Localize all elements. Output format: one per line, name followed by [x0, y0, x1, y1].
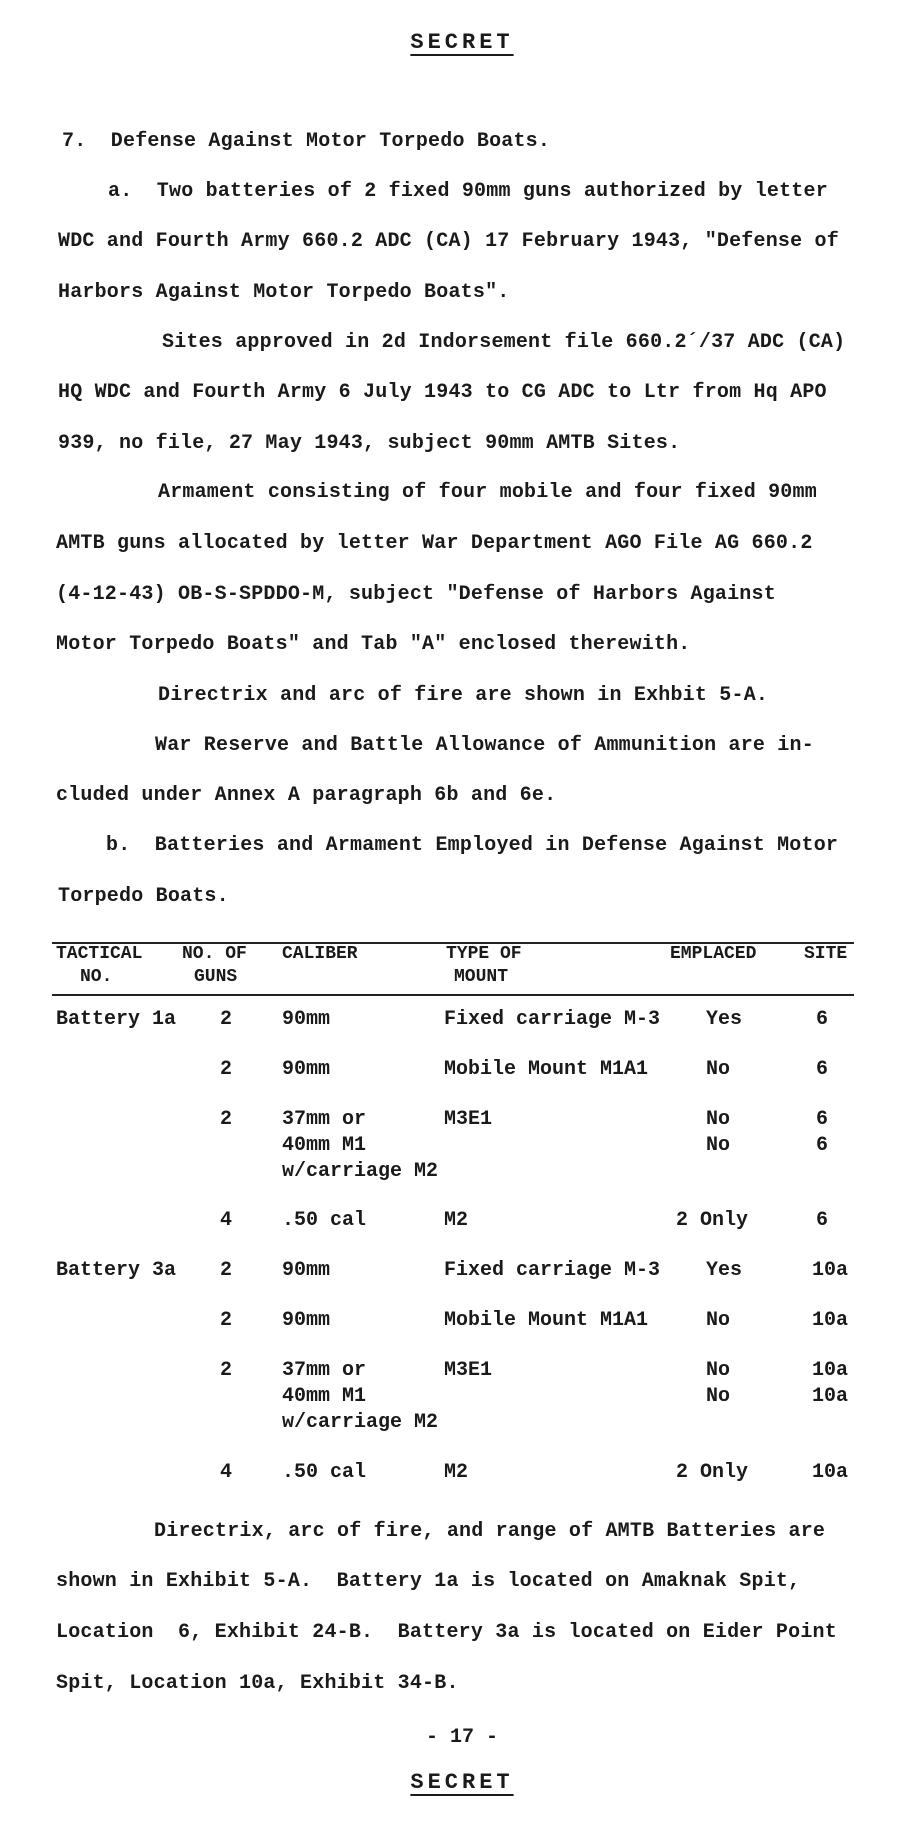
paragraph-line: WDC and Fourth Army 660.2 ADC (CA) 17 February 1943, "Defense of	[58, 230, 839, 253]
table-cell-guns: 4	[220, 1209, 233, 1232]
paragraph-line: (4-12-43) OB-S-SPDDO-M, subject "Defense of Harbors Against	[56, 583, 776, 606]
table-cell-mount: M2	[444, 1461, 469, 1484]
table-cell-site: 6	[816, 1058, 829, 1081]
section-heading: 7. Defense Against Motor Torpedo Boats.	[62, 130, 551, 153]
closing-paragraph-line: Spit, Location 10a, Exhibit 34-B.	[56, 1672, 459, 1695]
paragraph-line: AMTB guns allocated by letter War Department AGO File AG 660.2	[56, 532, 813, 555]
table-cell-emplaced: No No	[706, 1359, 731, 1408]
table-header-site: SITE	[804, 944, 848, 964]
table-cell-caliber: 90mm	[282, 1008, 331, 1031]
table-header-caliber: CALIBER	[282, 944, 358, 964]
table-cell-emplaced: 2 Only	[676, 1209, 749, 1232]
table-cell-guns: 4	[220, 1461, 233, 1484]
closing-paragraph-line: shown in Exhibit 5-A. Battery 1a is located on Amaknak Spit,	[56, 1570, 801, 1593]
table-cell-guns: 2	[220, 1058, 233, 1081]
header-classification: SECRET	[410, 30, 514, 55]
table-cell-emplaced: No	[706, 1058, 731, 1081]
table-cell-caliber: .50 cal	[282, 1209, 367, 1232]
paragraph-line: Sites approved in 2d Indorsement file 660.2´/37 ADC (CA)	[162, 331, 846, 354]
table-cell-guns: 2	[220, 1259, 233, 1282]
paragraph-line: HQ WDC and Fourth Army 6 July 1943 to CG ADC to Ltr from Hq APO	[58, 381, 827, 404]
paragraph-line: a. Two batteries of 2 fixed 90mm guns authorized by letter	[108, 180, 828, 203]
table-cell-mount: M2	[444, 1209, 469, 1232]
paragraph-line: 939, no file, 27 May 1943, subject 90mm AMTB Sites.	[58, 432, 681, 455]
paragraph-line: War Reserve and Battle Allowance of Ammunition are in-	[155, 734, 814, 757]
closing-paragraph-line: Location 6, Exhibit 24-B. Battery 3a is located on Eider Point	[56, 1621, 837, 1644]
paragraph-line: Armament consisting of four mobile and four fixed 90mm	[158, 481, 817, 504]
table-cell-caliber: 90mm	[282, 1309, 331, 1332]
table-cell-mount: M3E1	[444, 1359, 493, 1382]
table-cell-guns: 2	[220, 1359, 233, 1382]
table-cell-site: 10a	[812, 1461, 849, 1484]
table-cell-mount: Mobile Mount M1A1	[444, 1058, 649, 1081]
table-cell-guns: 2	[220, 1309, 233, 1332]
table-cell-emplaced: No	[706, 1309, 731, 1332]
table-header-emplaced: EMPLACED	[670, 944, 757, 964]
table-cell-emplaced: Yes	[706, 1008, 743, 1031]
paragraph-line: cluded under Annex A paragraph 6b and 6e.	[56, 784, 557, 807]
table-cell-caliber: 90mm	[282, 1058, 331, 1081]
table-cell-site: 6 6	[816, 1108, 829, 1157]
paragraph-line: Harbors Against Motor Torpedo Boats".	[58, 281, 510, 304]
table-cell-site: 10a	[812, 1259, 849, 1282]
table-cell-guns: 2	[220, 1008, 233, 1031]
closing-paragraph-line: Directrix, arc of fire, and range of AMTB Batteries are	[154, 1520, 826, 1543]
table-cell-caliber: 90mm	[282, 1259, 331, 1282]
table-cell-emplaced: Yes	[706, 1259, 743, 1282]
table-cell-site: 10a 10a	[812, 1359, 849, 1408]
table-cell-tactical: Battery 1a	[56, 1008, 177, 1031]
table-cell-site: 6	[816, 1008, 829, 1031]
table-cell-mount: Mobile Mount M1A1	[444, 1309, 649, 1332]
table-cell-site: 6	[816, 1209, 829, 1232]
table-cell-caliber: 37mm or 40mm M1 w/carriage M2	[282, 1108, 439, 1183]
paragraph-line: b. Batteries and Armament Employed in Defense Against Motor	[106, 834, 839, 857]
table-cell-emplaced: 2 Only	[676, 1461, 749, 1484]
table-cell-caliber: 37mm or 40mm M1 w/carriage M2	[282, 1359, 439, 1434]
table-header-guns: NO. OF	[182, 944, 247, 964]
table-cell-mount: M3E1	[444, 1108, 493, 1131]
table-cell-emplaced: No No	[706, 1108, 731, 1157]
table-cell-mount: Fixed carriage M-3	[444, 1259, 661, 1282]
table-cell-caliber: .50 cal	[282, 1461, 367, 1484]
table-header-mount: TYPE OF	[446, 944, 522, 964]
table-header-guns-2: GUNS	[194, 967, 238, 987]
table-header-mount-2: MOUNT	[454, 967, 509, 987]
table-header-tactical: TACTICAL	[56, 944, 143, 964]
table-header-tactical-no: NO.	[80, 967, 113, 987]
table-cell-mount: Fixed carriage M-3	[444, 1008, 661, 1031]
page-number: - 17 -	[425, 1726, 498, 1749]
table-cell-guns: 2	[220, 1108, 233, 1131]
table-cell-site: 10a	[812, 1309, 849, 1332]
table-header-rule	[52, 994, 854, 996]
footer-classification: SECRET	[410, 1770, 514, 1795]
paragraph-line: Torpedo Boats.	[58, 885, 229, 908]
paragraph-line: Directrix and arc of fire are shown in Exhbit 5-A.	[158, 684, 769, 707]
paragraph-line: Motor Torpedo Boats" and Tab "A" enclosed therewith.	[56, 633, 691, 656]
table-cell-tactical: Battery 3a	[56, 1259, 177, 1282]
